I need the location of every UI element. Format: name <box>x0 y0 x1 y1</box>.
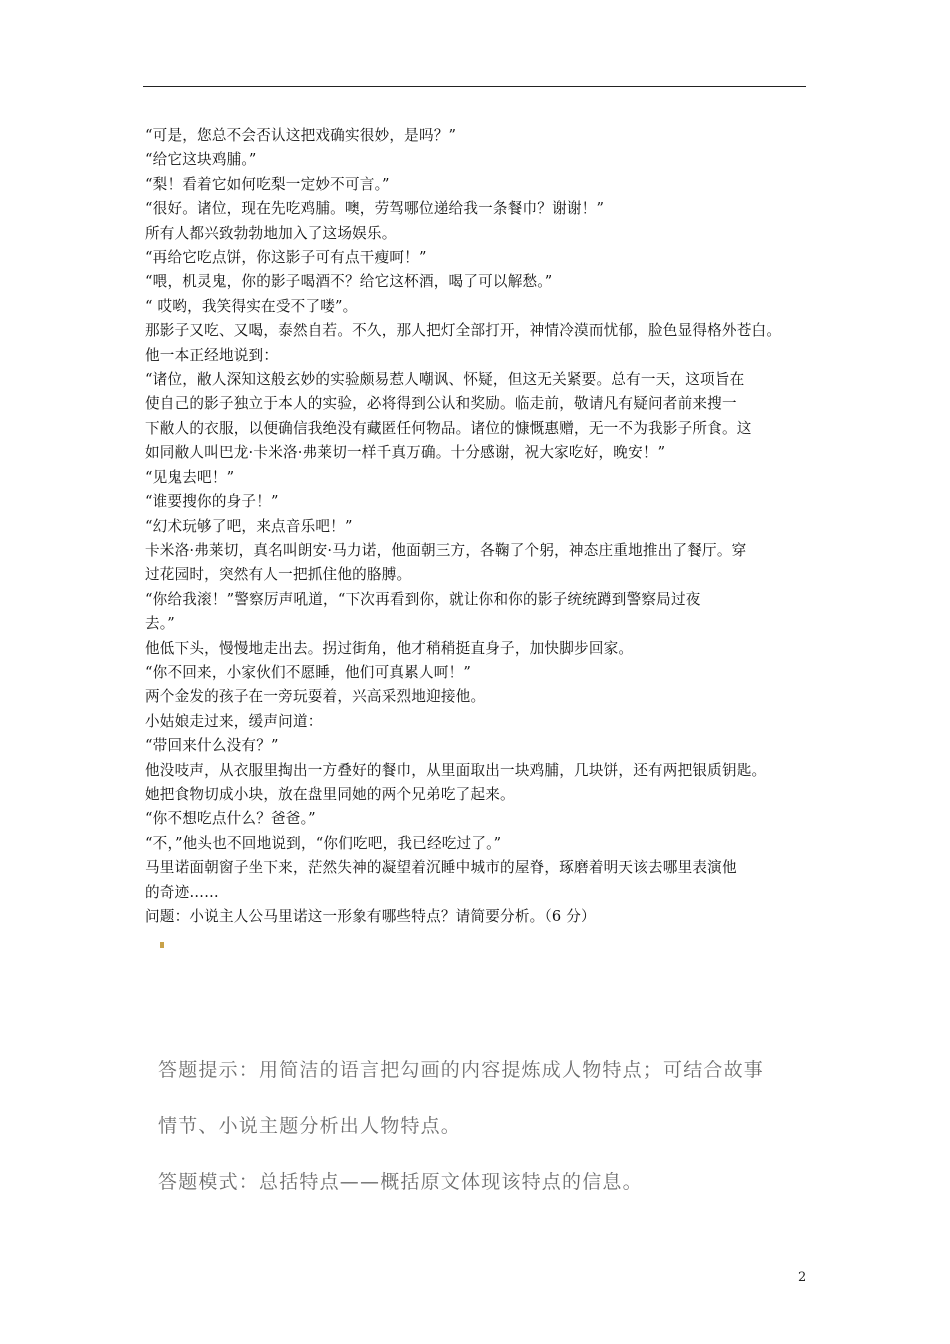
text-line: 所有人都兴致勃勃地加入了这场娱乐。 <box>145 224 397 242</box>
page-number: 2 <box>798 1270 807 1285</box>
text-line: “ 哎哟，我笑得实在受不了喽”。 <box>145 297 358 315</box>
text-line: 两个金发的孩子在一旁玩耍着，兴高采烈地迎接他。 <box>145 688 486 706</box>
text-line: “带回来什么没有？” <box>145 737 279 755</box>
text-line: 如同敝人叫巴龙·卡米洛·弗莱切一样千真万确。十分感谢，祝大家吃好，晚安！” <box>145 444 666 462</box>
hint-line-3: 答题模式：总括特点——概括原文体现该特点的信息。 <box>158 1171 643 1193</box>
text-line: “可是，您总不会否认这把戏确实很妙，是吗？” <box>145 127 457 144</box>
text-line: 她把食物切成小块，放在盘里同她的两个兄弟吃了起来。 <box>145 785 515 803</box>
text-line: 他一本正经地说到： <box>145 346 279 364</box>
text-line: 下敝人的衣服，以便确信我绝没有藏匿任何物品。诸位的慷慨惠赠，无一不为我影子所食。这 <box>145 419 752 437</box>
text-line: 卡米洛·弗莱切，真名叫朗安·马力诺，他面朝三方，各鞠了个躬，神态庄重地推出了餐厅。穿 <box>145 541 747 559</box>
header-rule <box>143 86 806 87</box>
text-line: “你不想吃点什么？爸爸。” <box>145 810 316 828</box>
stray-mark <box>160 942 164 948</box>
text-line: “你给我滚！”警察厉声吼道，“下次再看到你，就让你和你的影子统统蹲到警察局过夜 <box>145 590 701 608</box>
text-line: 使自己的影子独立于本人的实验，必将得到公认和奖励。临走前，敬请凡有疑问者前来搜一 <box>145 395 737 413</box>
text-line: 去。” <box>145 615 175 633</box>
text-line: “很好。诸位，现在先吃鸡脯。噢，劳驾哪位递给我一条餐巾？谢谢！” <box>145 200 605 218</box>
text-line: “诸位，敝人深知这般玄妙的实验颇易惹人嘲讽、怀疑，但这无关紧要。总有一天，这项旨在 <box>145 371 745 389</box>
text-line: “幻术玩够了吧，来点音乐吧！” <box>145 517 353 535</box>
hint-line-1: 答题提示：用简洁的语言把勾画的内容提炼成人物特点；可结合故事 <box>158 1059 765 1081</box>
text-line: 过花园时，突然有人一把抓住他的胳膊。 <box>145 566 412 584</box>
text-line: 马里诺面朝窗子坐下来，茫然失神的凝望着沉睡中城市的屋脊，琢磨着明天该去哪里表演他 <box>145 859 737 877</box>
question-line: 问题：小说主人公马里诺这一形象有哪些特点？请简要分析。（6 分） <box>145 908 596 925</box>
text-line: “再给它吃点饼，你这影子可有点干瘦呵！” <box>145 249 427 267</box>
answer-hint <box>158 1058 798 1226</box>
text-line: 他没吱声，从衣服里掏出一方叠好的餐巾，从里面取出一块鸡脯，几块饼，还有两把银质钥匙。 <box>145 761 767 779</box>
text-line: 那影子又吃、又喝，泰然自若。不久，那人把灯全部打开，神情冷漠而忧郁，脸色显得格外苍白。 <box>145 322 782 340</box>
text-line: 他低下头，慢慢地走出去。拐过街角，他才稍稍挺直身子，加快脚步回家。 <box>145 639 634 657</box>
story-text <box>145 124 817 929</box>
text-line: “喂，机灵鬼，你的影子喝酒不？给它这杯酒，喝了可以解愁。” <box>145 273 553 291</box>
text-line: “见鬼去吧！” <box>145 468 235 486</box>
text-line: 的奇迹…… <box>145 883 219 901</box>
text-line: “给它这块鸡脯。” <box>145 151 257 169</box>
text-line: “不，”他头也不回地说到，“你们吃吧，我已经吃过了。” <box>145 834 502 852</box>
text-line: 小姑娘走过来，缓声问道： <box>145 712 323 730</box>
text-line: “谁要搜你的身子！” <box>145 493 279 511</box>
text-line: “你不回来，小家伙们不愿睡，他们可真累人呵！” <box>145 663 471 681</box>
text-line: “梨！看着它如何吃梨一定妙不可言。” <box>145 175 390 193</box>
hint-line-2: 情节、小说主题分析出人物特点。 <box>158 1115 462 1137</box>
